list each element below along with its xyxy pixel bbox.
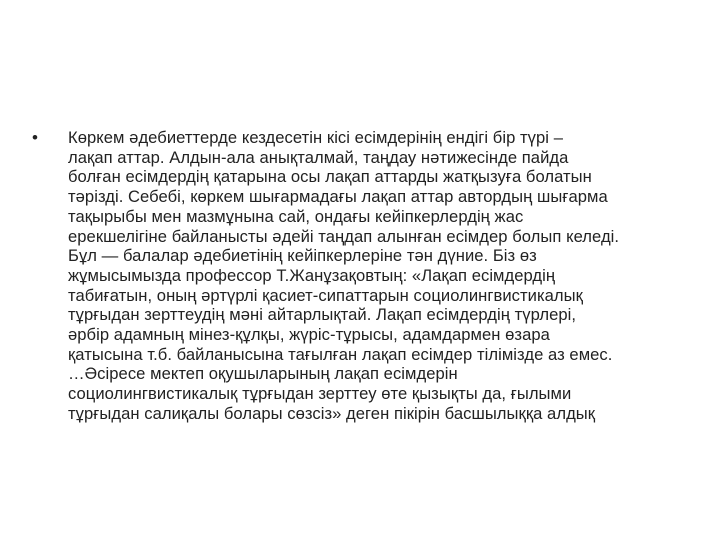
- text-line: тәрізді. Себебі, көркем шығармадағы лақап аттар автордың шығарма: [68, 187, 608, 207]
- text-line: тақырыбы мен мазмұнына сай, ондағы кейіпкерлердің жас: [68, 206, 524, 226]
- text-line: тұрғыдан зерттеудің мәні айтарлықтай. Лақап есімдердің түрлері,: [68, 305, 577, 325]
- text-line: социолингвистикалық тұрғыдан зерттеу өте қызықты да, ғылыми: [68, 384, 572, 404]
- text-line: жұмысымызда профессор Т.Жанұзақовтың: «Лақап есімдердің: [68, 265, 556, 285]
- text-line: ерекшелігіне байланысты әдейі таңдап алынған есімдер болып келеді.: [68, 226, 620, 246]
- text-line: болған есімдердің қатарына осы лақап аттарды жатқызуға болатын: [68, 167, 592, 187]
- paragraph-text: [68, 128, 692, 424]
- text-line: қатысына т.б. байланысына тағылған лақап есімдер тілімізде аз емес.: [68, 344, 613, 364]
- bullet-item: [32, 128, 692, 424]
- text-line: Көркем әдебиеттерде кездесетін кісі есімдерінің ендігі бір түрі –: [68, 128, 563, 147]
- text-line: лақап аттар. Алдын-ала анықталмай, таңдау нәтижесінде пайда: [68, 147, 569, 167]
- text-line: Бұл — балалар әдебиетінің кейіпкерлеріне тән дүние. Біз өз: [68, 246, 537, 266]
- bullet-list: [32, 128, 692, 424]
- text-line: …Әсіресе мектеп оқушыларының лақап есімдерін: [68, 364, 458, 384]
- text-line: тұрғыдан салиқалы болары сөзсіз» деген пікірін басшылыққа алдық: [68, 403, 596, 423]
- text-line: табиғатын, оның әртүрлі қасиет-сипаттарын социолингвистикалық: [68, 285, 583, 305]
- bullet-dot-icon: •: [32, 128, 38, 147]
- text-line: әрбір адамның мінез-құлқы, жүріс-тұрысы, адамдармен өзара: [68, 325, 550, 345]
